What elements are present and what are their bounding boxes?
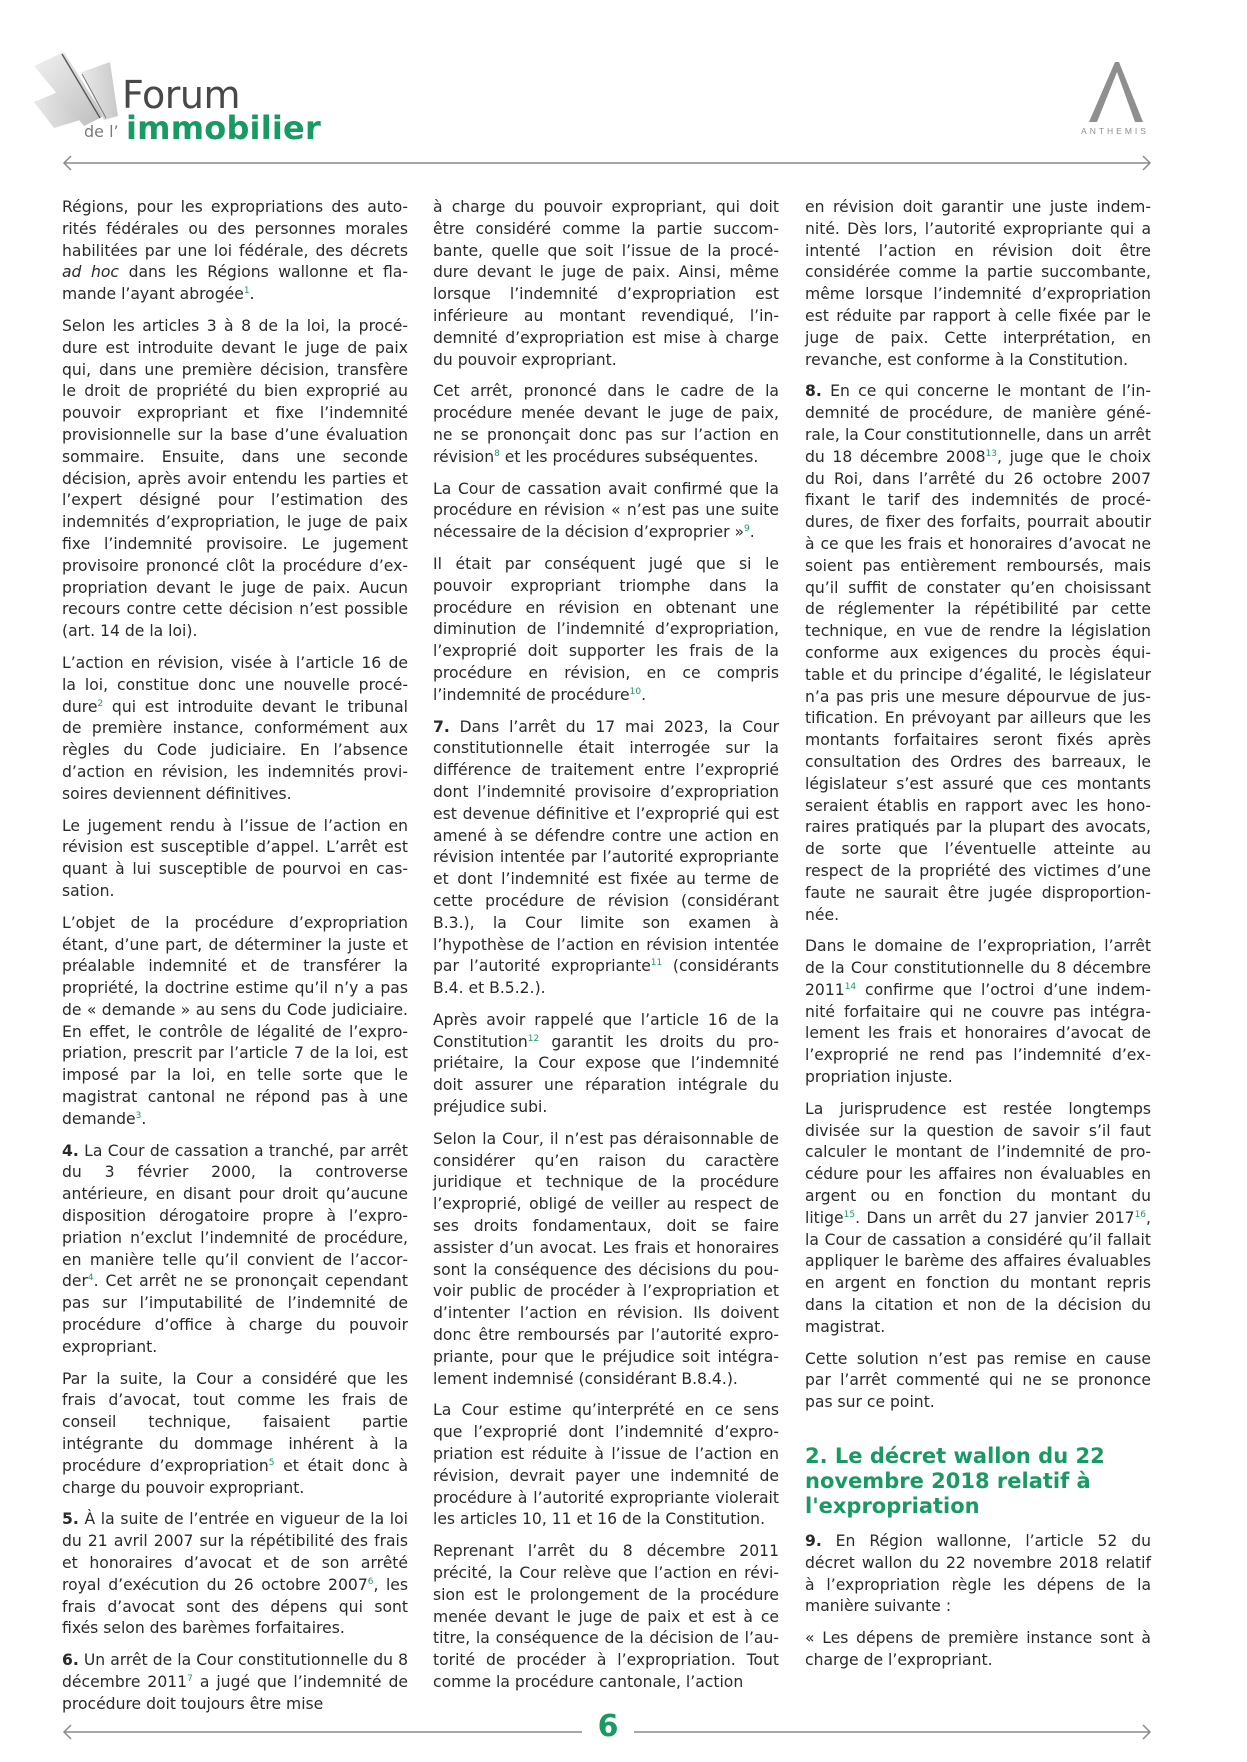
numbered-paragraph: 4. La Cour de cassation a tranché, par arrêt du 3 février 2000, la controverse antérieure, en disant pour droit qu’aucune disposition dérogatoire propre à l’expropriation n’exclut l’indemnité de procédure, en manière telle qu’il convient de l’accorder$^4$. Cet arrêt ne se prononçait cependant pas sur l’imputabilité de l’indemnité de procédure d’office à charge du pouvoir expropriant.	[62, 1141, 408, 1356]
publisher-logo	[1075, 60, 1155, 136]
logo-word-immobilier: immobilier	[126, 109, 321, 147]
footnote-ref[interactable]: 6	[367, 1576, 374, 1587]
forum-logo-blocks-icon	[32, 36, 120, 128]
quote-paragraph: « Les dépens de première instance sont à charge de l’expropriant.	[805, 1629, 1151, 1670]
paragraph: L’action en révision, visée à l’article 16 de la loi, constitue donc une nouvelle procédure$^2$ qui est introduite devant le tribunal de première instance, conformément aux règles du Code judiciaire. En l’absence d’action en révision, les indemnités provisoires deviennent définitives.	[62, 653, 408, 803]
paragraph: Régions, pour les expropriations des autorités fédérales ou des personnes morales habilitées par une loi fédérale, des décrets ad hoc dans les Régions wallonne et flamande l’ayant abrogée$^1$.	[62, 198, 408, 304]
footnote-ref[interactable]: 1	[243, 286, 250, 297]
page-header	[0, 0, 1247, 180]
paragraph: à charge du pouvoir expropriant, qui doit être considéré comme la partie succombante, quelle que soit l’issue de la procédure devant le juge de paix. Ainsi, même lorsque l’indemnité d’expropriation est inférieure au montant revendiqué, l’indemnité d’expropriation est mise à charge du pouvoir expropriant.	[433, 198, 779, 369]
numbered-paragraph: 9. En Région wallonne, l’article 52 du décret wallon du 22 novembre 2018 relatif à l’expropriation règle les dépens de la manière suivante :	[805, 1532, 1151, 1616]
footnote-ref[interactable]: 9	[743, 524, 750, 535]
paragraph: Cette solution n’est pas remise en cause par l’arrêt commenté qui ne se prononce pas sur ce point.	[805, 1349, 1151, 1412]
footnote-ref[interactable]: 7	[187, 1674, 193, 1684]
paragraph: Il était par conséquent jugé que si le pouvoir expropriant triomphe dans la procédure en révision en obtenant une diminution de l’indemnité d’expropriation, l’exproprié doit supporter les frais de la procédure en révision, en ce compris l’indemnité de procédure$^{10}$.	[433, 554, 779, 704]
footnote-ref[interactable]: 2	[97, 698, 104, 709]
footnote-ref[interactable]: 8	[494, 448, 500, 459]
column-2	[433, 197, 779, 1694]
footnote-ref[interactable]: 4	[87, 1273, 94, 1284]
footnote-ref[interactable]: 12	[527, 1033, 540, 1044]
footnote-ref[interactable]: 11	[650, 958, 663, 969]
paragraph-number: 8.	[805, 382, 822, 401]
paragraph: Selon les articles 3 à 8 de la loi, la procédure est introduite devant le juge de paix qui, dans une première décision, transfère le droit de propriété du bien exproprié au pouvoir expropriant et fixe l’indemnité provisionnelle sur la base d’une évaluation sommaire. Ensuite, dans une seconde décision, après avoir entendu les parties et l’expert désigné pour l’estimation des indemnités d’expropriation, le juge de paix fixe l’indemnité provisoire. Le jugement provisoire prononcé clôt la procédure d’expropriation devant le juge de paix. Aucun recours contre cette décision n’est possible (art. 14 de la loi).	[62, 316, 408, 641]
column-1	[62, 197, 408, 1716]
column-3	[805, 197, 1151, 1672]
paragraph-number: 7.	[433, 717, 450, 736]
paragraph: Par la suite, la Cour a considéré que les frais d’avocat, tout comme les frais de conseil technique, faisaient partie intégrante du dommage inhérent à la procédure d’expropriation$^5$ et était donc à charge du pouvoir expropriant.	[62, 1369, 408, 1497]
logo-word-forum: Forum	[122, 73, 240, 117]
numbered-paragraph: 6. Un arrêt de la Cour constitutionnelle du 8 décembre 2011$^7$ a jugé que l’indemnité de procédure doit toujours être mise	[62, 1651, 408, 1713]
paragraph: La Cour estime qu’interprété en ce sens que l’exproprié dont l’indemnité d’expropriation est réduite à l’issue de l’action en révision, devrait payer une indemnité de procédure à l’autorité expropriante violerait les articles 10, 11 et 16 de la Constitution.	[433, 1401, 779, 1529]
paragraph: Cet arrêt, prononcé dans le cadre de la procédure menée devant le juge de paix, ne se prononçait donc pas sur l’action en révision$^8$ et les procédures subséquentes.	[433, 382, 779, 466]
footnote-ref[interactable]: 16	[1134, 1209, 1147, 1220]
footnote-ref[interactable]: 15	[843, 1209, 856, 1220]
page-footer	[62, 1710, 1152, 1750]
paragraph: La jurisprudence est restée longtemps divisée sur la question de savoir s’il faut calculer le montant de l’indemnité de procédure pour les affaires non évaluables en argent ou en fonction du montant du litige$^{15}$. Dans un arrêt du 27 janvier 2017$^{16}$, la Cour de cassation a considéré qu’il fallait appliquer le barème des affaires évaluables en argent en fonction du montant repris dans la citation et non de la décision du magistrat.	[805, 1099, 1151, 1336]
numbered-paragraph: 7. Dans l’arrêt du 17 mai 2023, la Cour constitutionnelle était interrogée sur la différence de traitement entre l’exproprié dont l’indemnité provisoire d’expropriation est devenue définitive et l’exproprié qui est amené à se défendre contre une action en révision intentée par l’autorité expropriante et dont l’indemnité est fixée au terme de cette procédure de révision (considérant B.3.), la Cour limite son examen à l’hypothèse de l’action en révision intentée par l’autorité expropriante$^{11}$ (considérants B.4. et B.5.2.).	[433, 717, 779, 998]
publisher-name: ANTHEMIS	[1081, 126, 1149, 136]
paragraph-number: 5.	[62, 1510, 79, 1529]
footnote-ref[interactable]: 14	[844, 981, 857, 992]
paragraph: Dans le domaine de l’expropriation, l’arrêt de la Cour constitutionnelle du 8 décembre 2011$^{14}$ confirme que l’octroi d’une indemnité forfaitaire qui ne couvre pas intégralement les frais et honoraires d’avocat de l’exproprié ne rend pas l’indemnité d’expropriation injuste.	[805, 937, 1151, 1087]
page-number: 6	[597, 1709, 619, 1744]
paragraph: Reprenant l’arrêt du 8 décembre 2011 précité, la Cour relève que l’action en révision est le prolongement de la procédure menée devant le juge de paix et est à ce titre, la conséquence de la décision de l’autorité de procéder à l’expropriation. Tout comme la procédure cantonale, l’action	[433, 1542, 779, 1691]
paragraph: Après avoir rappelé que l’article 16 de la Constitution$^{12}$ garantit les droits du propriétaire, la Cour expose que l’indemnité doit assurer une réparation intégrale du préjudice subi.	[433, 1010, 779, 1117]
paragraph: L’objet de la procédure d’expropriation étant, d’une part, de déterminer la juste et préalable indemnité et de transférer la propriété, la doctrine estime qu’il n’y a pas de « demande » au sens du Code judiciaire. En effet, le contrôle de légalité de l’expropriation, prescrit par l’article 7 de la loi, est imposé par la loi, en telle sorte que le magistrat cantonal ne répond pas à une demande$^3$.	[62, 913, 408, 1128]
header-divider-arrow	[62, 153, 1152, 173]
paragraph: en révision doit garantir une juste indemnité. Dès lors, l’autorité expropriante qui a intenté l’action en révision doit être considérée comme la partie succombante, même lorsque l’indemnité d’expropriation est réduite par rapport à celle fixée par le juge de paix. Cette interprétation, en revanche, est conforme à la Constitution.	[805, 198, 1151, 369]
anthemis-a-icon	[1085, 60, 1145, 122]
paragraph-number: 4.	[62, 1141, 79, 1160]
footnote-ref[interactable]: 13	[985, 448, 998, 459]
paragraph: Selon la Cour, il n’est pas déraisonnable de considérer qu’en raison du caractère juridique et technique de la procédure l’exproprié, obligé de veiller au respect de ses droits fondamentaux, doit se faire assister d’un avocat. Les frais et honoraires sont la conséquence des décisions du pouvoir public de procéder à l’expropriation et d’intenter l’action en révision. Ils doivent donc être remboursés par l’autorité expropriante, pour que le préjudice soit intégralement indemnisé (considérant B.8.4.).	[433, 1129, 779, 1388]
numbered-paragraph: 8. En ce qui concerne le montant de l’indemnité de procédure, de manière générale, la Cour constitutionnelle, dans un arrêt du 18 décembre 2008$^{13}$, juge que le choix du Roi, dans l’arrêté du 26 octobre 2007 fixant le tarif des indemnités de procédures, de fixer des forfaits, pourrait aboutir à ce que les frais et honoraires d’avocat ne soient pas entièrement remboursés, mais qu’il suffit de constater qu’en choisissant de réglementer la répétibilité par cette technique, en vue de rendre la législation conforme aux exigences du procès équitable et du principe d’égalité, le législateur n’a pas pris une mesure dépourvue de justification. En prévoyant par ailleurs que les montants forfaitaires seront fixés après consultation des Ordres des barreaux, le législateur s’est assuré que ces montants seraient établis en rapport avec les honoraires pratiqués par la plupart des avocats, de sorte que l’éventuelle atteinte au respect de la propriété des victimes d’une faute ne saurait être jugée disproportionnée.	[805, 382, 1151, 924]
article-body	[62, 197, 1152, 1713]
footnote-ref[interactable]: 10	[629, 686, 642, 697]
paragraph-number: 6.	[62, 1651, 79, 1670]
paragraph: La Cour de cassation avait confirmé que la procédure en révision « n’est pas une suite nécessaire de la décision d’exproprier »$^9$.	[433, 479, 779, 542]
logo-prefix: de l’	[84, 122, 119, 141]
footnote-ref[interactable]: 5	[268, 1457, 275, 1468]
numbered-paragraph: 5. À la suite de l’entrée en vigueur de la loi du 21 avril 2007 sur la répétibilité des frais et honoraires d’avocat et de son arrêté royal d’exécution du 26 octobre 2007$^6$, les frais d’avocat sont des dépens qui sont fixés selon des barèmes forfaitaires.	[62, 1510, 408, 1638]
section-heading: 2. Le décret wallon du 22 novembre 2018 relatif à l'expropriation	[805, 1444, 1105, 1519]
paragraph: Le jugement rendu à l’issue de l’action en révision est susceptible d’appel. L’arrêt est quant à lui susceptible de pourvoi en cassation.	[62, 816, 408, 900]
footnote-ref[interactable]: 3	[135, 1110, 142, 1121]
paragraph-number: 9.	[805, 1532, 822, 1551]
